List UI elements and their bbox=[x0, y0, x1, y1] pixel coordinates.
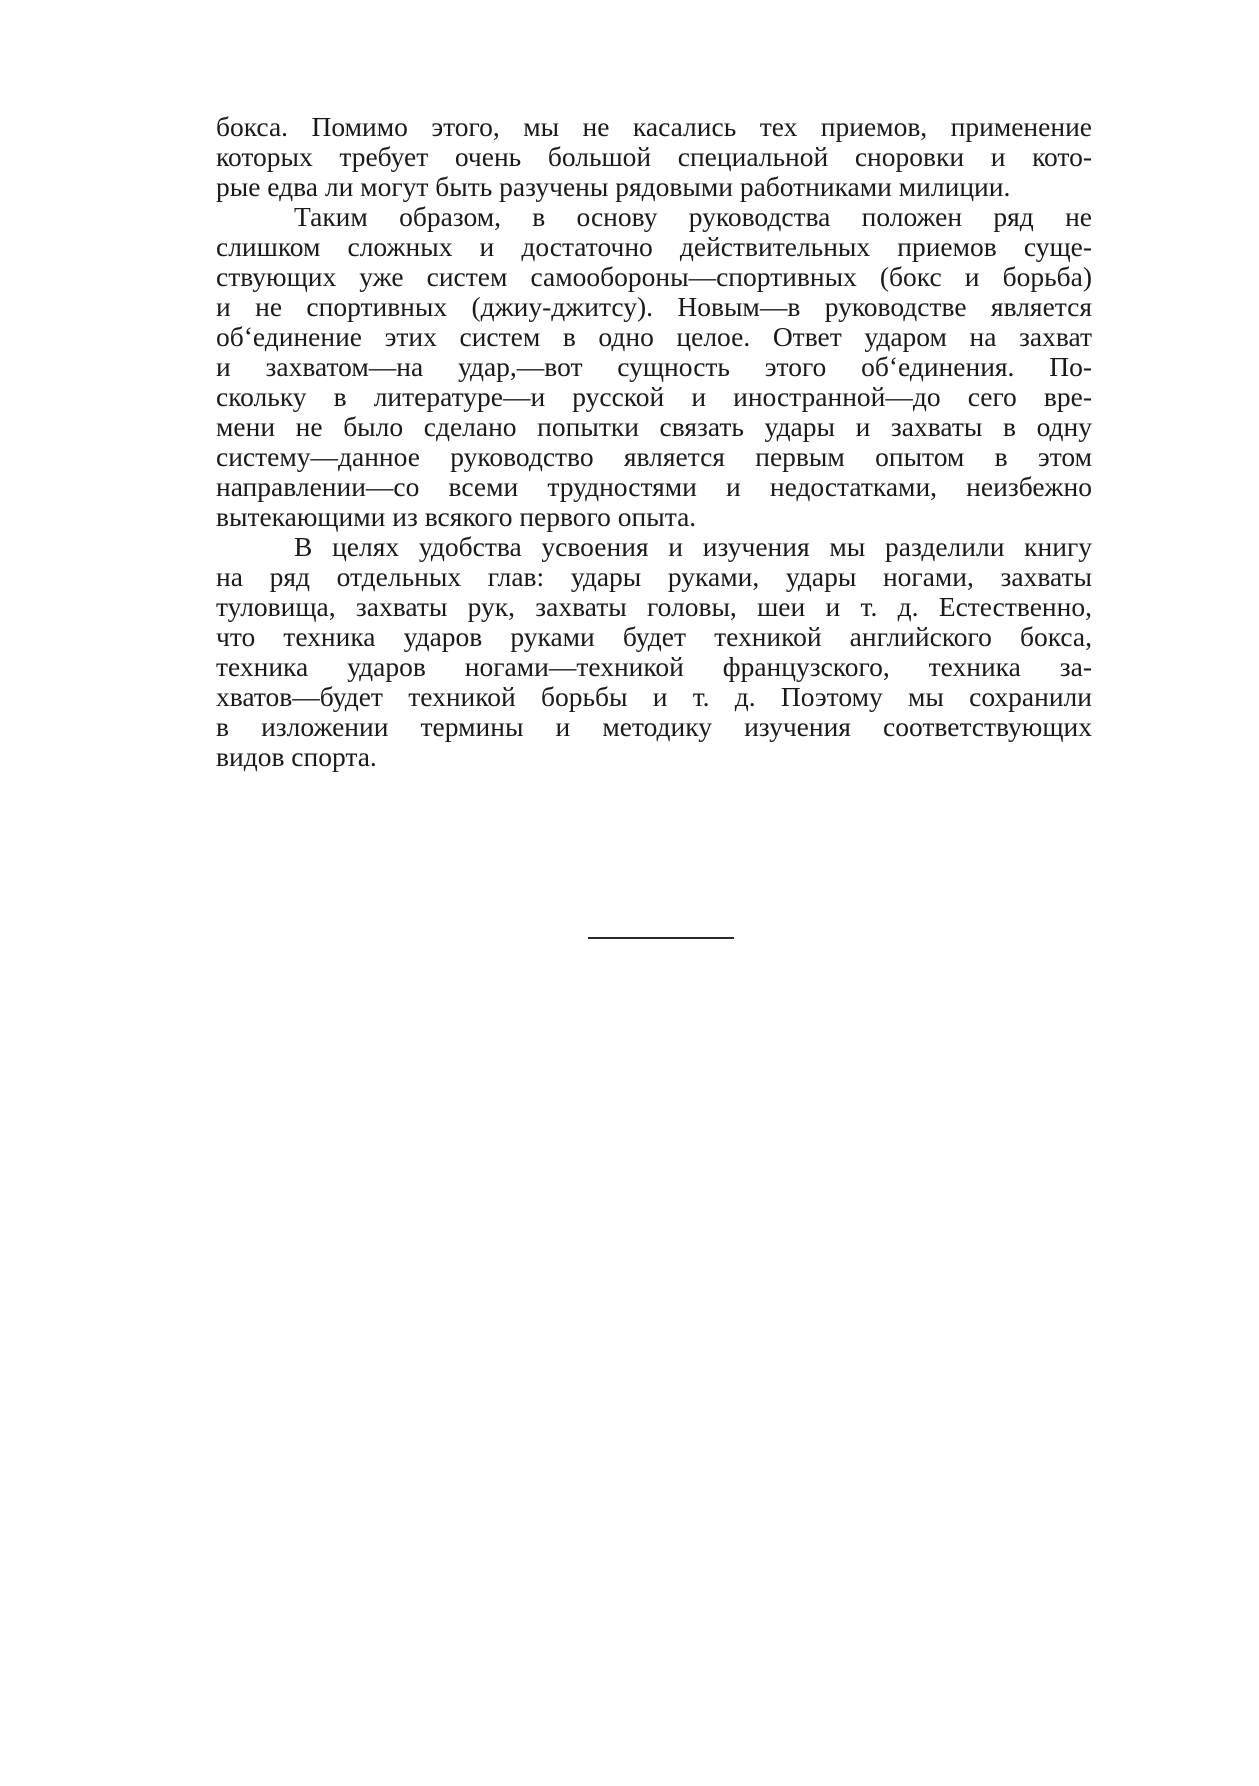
text-line: ствующих уже систем самообороны—спортивных (бокс и борьба) bbox=[216, 261, 1092, 292]
text-line: и захватом—на удар,—вот сущность этого об‘единения. По- bbox=[216, 351, 1092, 382]
text-line: об‘единение этих систем в одно целое. Ответ ударом на захват bbox=[216, 321, 1092, 352]
text-line: скольку в литературе—и русской и иностранной—до сего вре- bbox=[216, 381, 1092, 412]
text-line: направлении—со всеми трудностями и недостатками, неизбежно bbox=[216, 471, 1092, 502]
text-line: Таким образом, в основу руководства положен ряд не bbox=[294, 201, 1092, 232]
text-line: в изложении термины и методику изучения соответствующих bbox=[216, 711, 1092, 742]
text-line: что техника ударов руками будет техникой английского бокса, bbox=[216, 621, 1092, 652]
text-line: туловища, захваты рук, захваты головы, шеи и т. д. Естественно, bbox=[216, 591, 1092, 622]
text-line: бокса. Помимо этого, мы не касались тех приемов, применение bbox=[216, 111, 1092, 142]
text-line: хватов—будет техникой борьбы и т. д. Поэтому мы сохранили bbox=[216, 681, 1092, 712]
text-line: видов спорта. bbox=[216, 741, 377, 772]
text-line: вытекающими из всякого первого опыта. bbox=[216, 501, 697, 532]
text-line: слишком сложных и достаточно действительных приемов суще- bbox=[216, 231, 1092, 262]
text-line: мени не было сделано попытки связать удары и захваты в одну bbox=[216, 411, 1092, 442]
text-line: систему—данное руководство является первым опытом в этом bbox=[216, 441, 1092, 472]
text-line: на ряд отдельных глав: удары руками, удары ногами, захваты bbox=[216, 561, 1092, 592]
body-text bbox=[216, 112, 1092, 772]
text-line: и не спортивных (джиу-джитсу). Новым—в руководстве является bbox=[216, 291, 1092, 322]
text-line: В целях удобства усвоения и изучения мы разделили книгу bbox=[294, 531, 1092, 562]
text-line: которых требует очень большой специальной сноровки и кото- bbox=[216, 141, 1092, 172]
text-line: техника ударов ногами—техникой французского, техника за- bbox=[216, 651, 1092, 682]
text-line: рые едва ли могут быть разучены рядовыми работниками милиции. bbox=[216, 171, 1011, 202]
section-divider-rule bbox=[588, 937, 734, 939]
